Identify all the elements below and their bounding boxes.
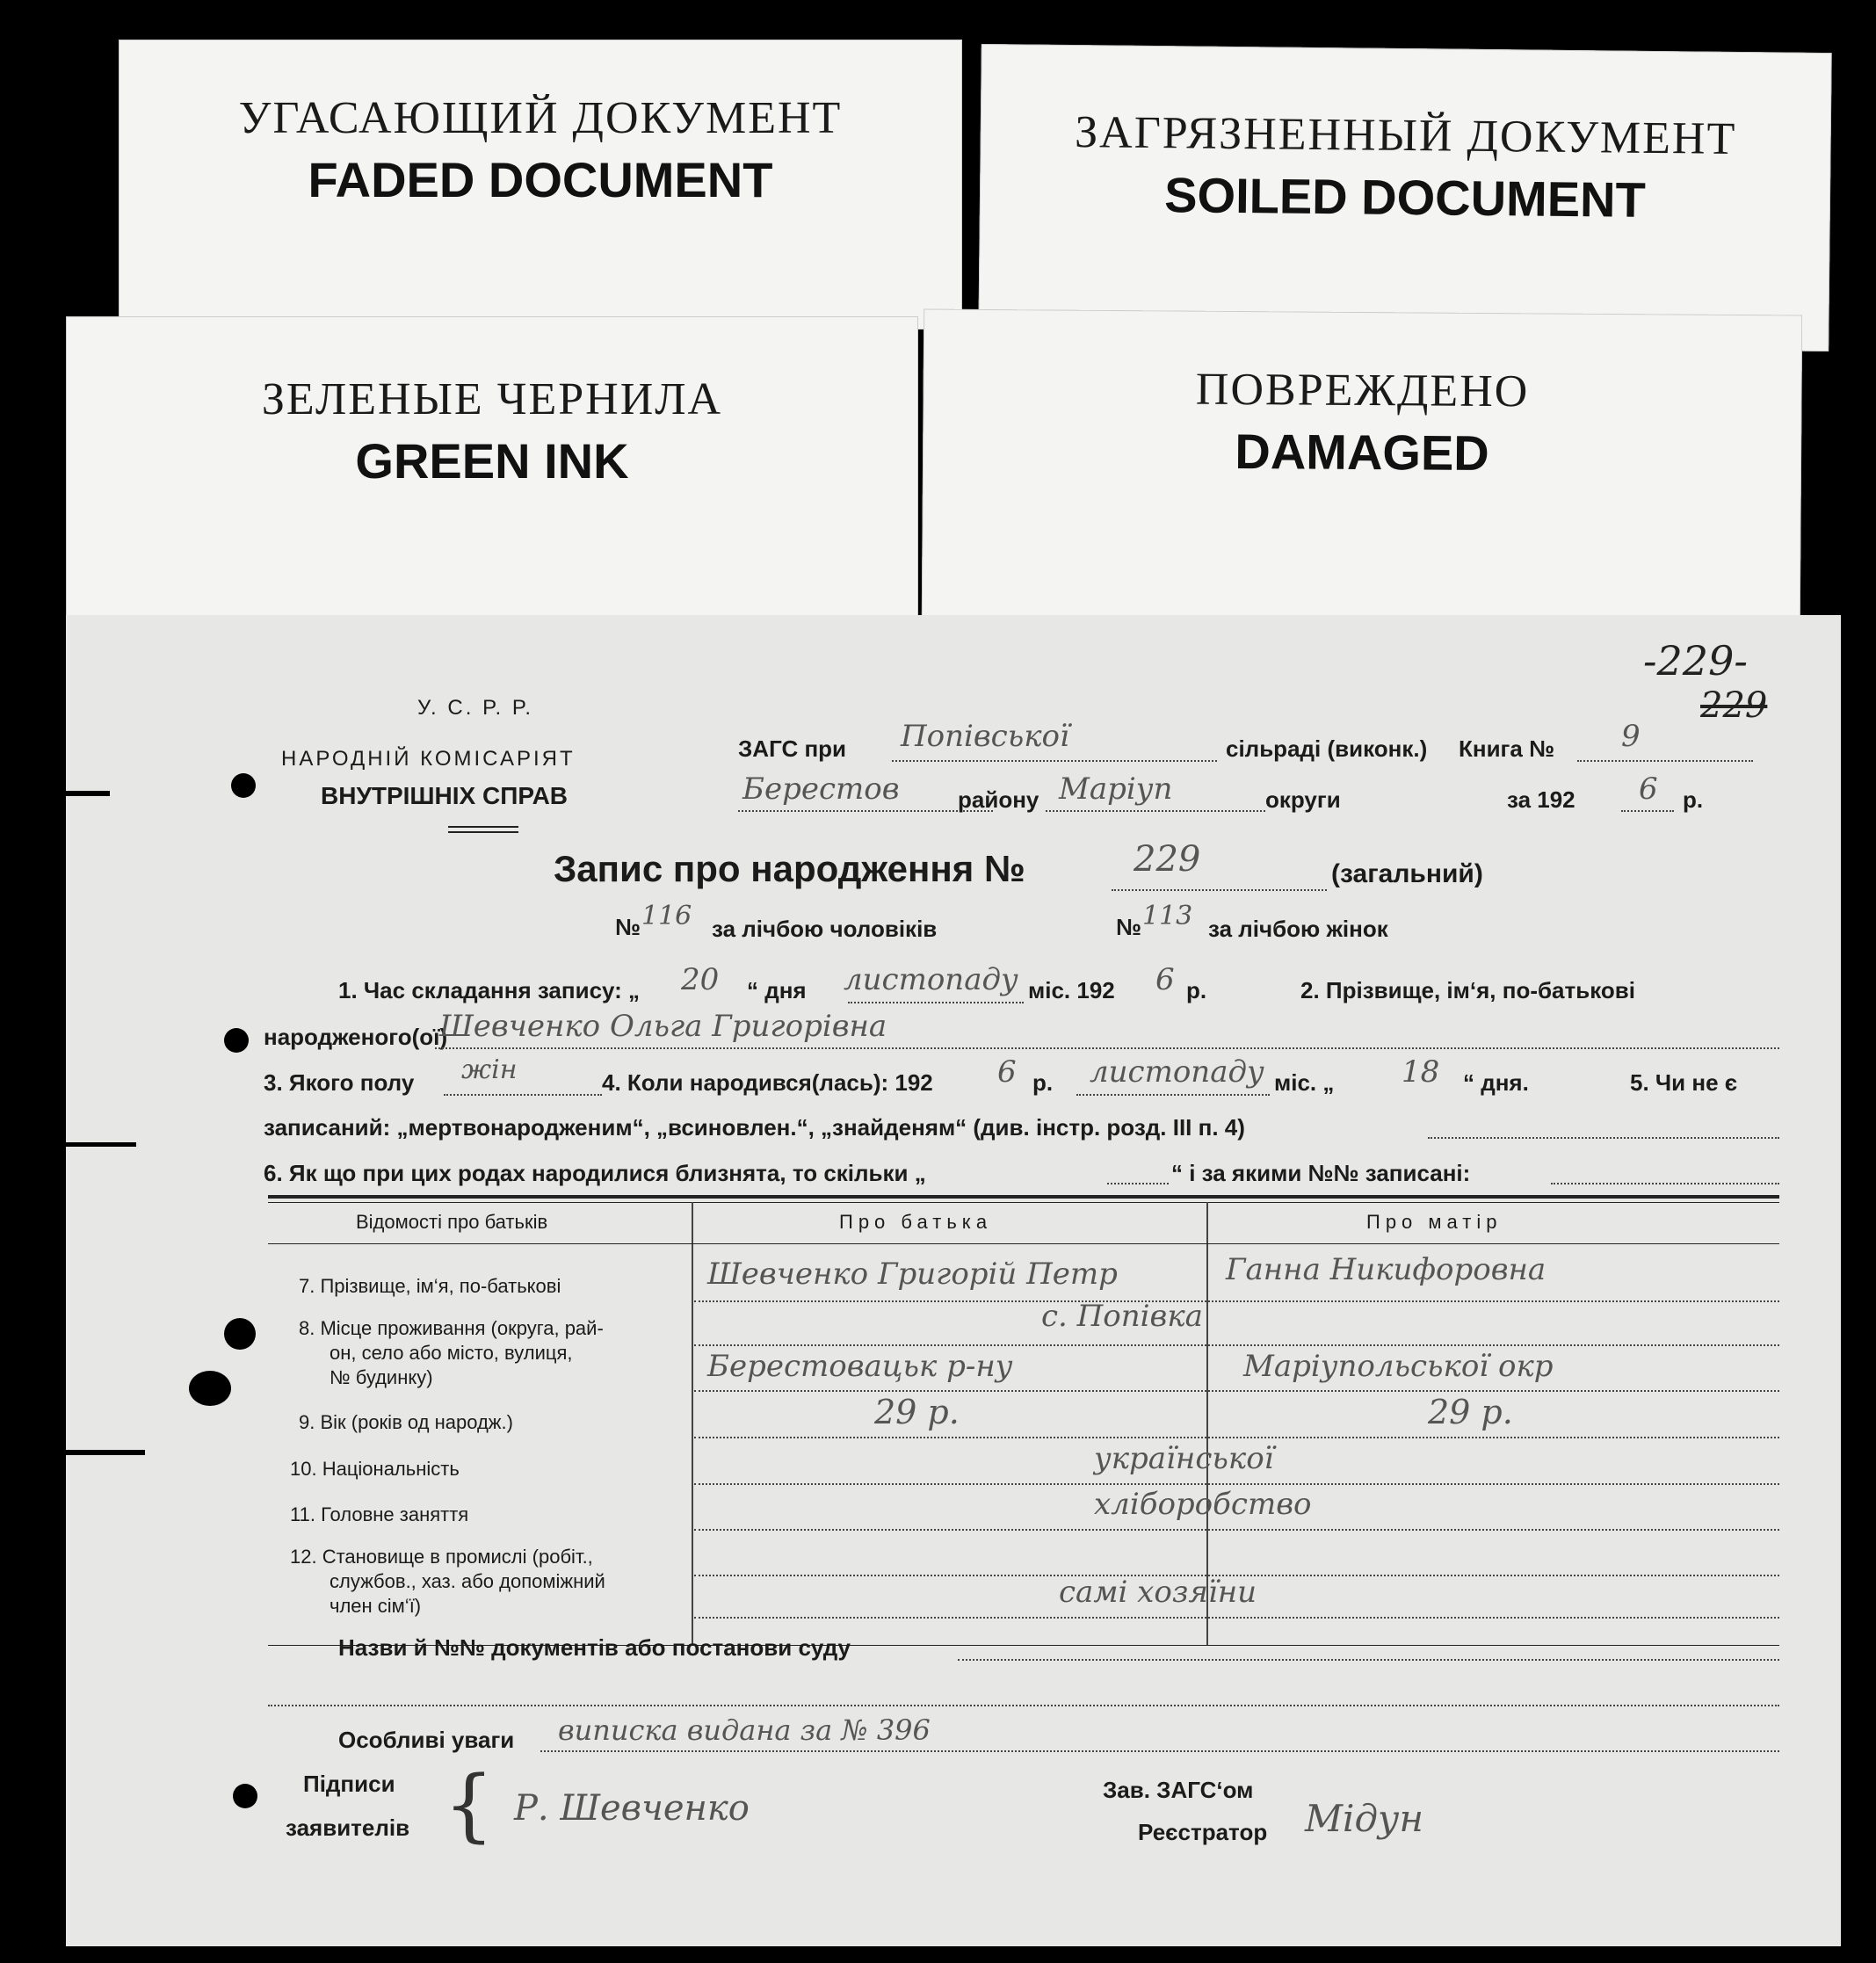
signatures-label: Підписи — [303, 1771, 395, 1797]
q5-label: 5. Чи не є — [1630, 1069, 1738, 1096]
occupation-value: хліборобство — [1094, 1487, 1312, 1522]
table-line — [694, 1617, 1779, 1619]
page-number-old: 229 — [1700, 685, 1768, 726]
table-line — [694, 1529, 1779, 1531]
card-title-en: FADED DOCUMENT — [308, 152, 773, 207]
zags-label: ЗАГС при — [738, 735, 847, 762]
damaged-card — [922, 309, 1802, 623]
year-value: 6 — [1639, 771, 1658, 807]
row-label-name: 7. Прізвище, ім‘я, по-батькові — [299, 1275, 561, 1297]
q1-day-suffix: “ дня — [747, 977, 807, 1003]
age-mother: 29 р. — [1428, 1393, 1513, 1431]
q6-answer-line — [1551, 1183, 1779, 1184]
female-number: 113 — [1142, 901, 1193, 931]
zags-line — [892, 760, 1217, 762]
q5-line: записаний: „мертвонародженим“, „всиновлен.“, „знайденям“ (див. інстр. розд. III п. 4) — [264, 1114, 1245, 1141]
green-ink-card — [66, 316, 918, 624]
status-value: самі хозяїни — [1059, 1575, 1257, 1610]
row-label-age: 9. Вік (років од народж.) — [299, 1411, 513, 1433]
year-label: за 192 — [1507, 786, 1575, 813]
row-label-residence: 8. Місце проживання (округа, рай- — [299, 1317, 604, 1339]
soiled-document-card — [978, 44, 1832, 351]
okrug-label: округи — [1265, 786, 1341, 813]
row-label-residence-3: № будинку) — [330, 1366, 433, 1388]
general-label: (загальний) — [1331, 859, 1483, 888]
zags-value: Попівської — [901, 719, 1069, 754]
notes-line — [540, 1750, 1779, 1752]
documents-line — [958, 1659, 1779, 1661]
female-count-label: за лічбою жінок — [1208, 916, 1388, 942]
okrug-line — [1046, 810, 1265, 812]
table-top-rule — [268, 1202, 1779, 1203]
table-line — [694, 1437, 1779, 1438]
q1-year-suffix: р. — [1186, 977, 1207, 1003]
card-title-en: SOILED DOCUMENT — [1163, 167, 1647, 228]
damage-hole — [189, 1371, 231, 1406]
page-number: -229- — [1643, 637, 1748, 685]
card-title-en: GREEN INK — [355, 433, 629, 489]
nationality-value: української — [1094, 1441, 1274, 1476]
book-value: 9 — [1621, 719, 1641, 754]
internal-affairs-heading: ВНУТРІШНІХ СПРАВ — [321, 782, 569, 809]
mother-name: Ганна Никифоровна — [1226, 1252, 1546, 1287]
row-label-nationality: 10. Національність — [290, 1458, 460, 1480]
q6-label: 6. Як що при цих родах народилися близнята, то скільки „ — [264, 1160, 926, 1186]
q5-answer-line — [1428, 1137, 1779, 1139]
year-line — [1621, 810, 1674, 812]
table-line — [694, 1344, 1779, 1346]
q1-month-suffix: міс. 192 — [1028, 977, 1115, 1003]
row-label-occupation: 11. Головне заняття — [290, 1503, 469, 1525]
registrar-label: Реєстратор — [1138, 1819, 1268, 1845]
table-line — [694, 1483, 1779, 1485]
card-title-ru: ЗЕЛЕНЫЕ ЧЕРНИЛА — [261, 374, 723, 424]
row-label-residence-2: он, село або місто, вулиця, — [330, 1342, 573, 1364]
male-number: 116 — [641, 901, 692, 931]
punch-hole — [224, 1318, 256, 1350]
residence-village: с. Попівка — [1041, 1299, 1203, 1334]
q4-year: 6 — [997, 1054, 1017, 1090]
q3-label: 3. Якого полу — [264, 1069, 415, 1096]
notes-value: виписка видана за № 396 — [558, 1713, 931, 1747]
ussr-heading: У. С. Р. Р. — [417, 696, 534, 720]
q1-year: 6 — [1155, 962, 1175, 997]
q1-day: 20 — [681, 962, 720, 997]
head-label: Зав. ЗАГС‘ом — [1103, 1777, 1254, 1803]
table-column-divider — [692, 1202, 693, 1646]
female-number-label: № — [1116, 914, 1141, 940]
card-title-ru: ПОВРЕЖДЕНО — [1195, 364, 1530, 417]
table-top-rule — [268, 1195, 1779, 1199]
district-line — [738, 810, 993, 812]
q1-month: листопаду — [844, 962, 1018, 997]
commissariat-heading: НАРОДНІЙ КОМІСАРІЯТ — [281, 747, 576, 771]
q2-line-label: народженого(ої) — [264, 1024, 448, 1050]
signatures-label-2: заявителів — [286, 1815, 410, 1841]
notes-label: Особливі уваги — [338, 1727, 515, 1753]
residence-father: Берестовацьк р-ну — [707, 1349, 1013, 1384]
table-line — [694, 1390, 1779, 1392]
district-label: району — [958, 786, 1039, 813]
q4-month: листопаду — [1090, 1054, 1264, 1090]
card-title-ru: ЗАГРЯЗНЕННЫЙ ДОКУМЕНТ — [1074, 107, 1737, 164]
punch-hole — [231, 773, 256, 798]
faded-document-card — [119, 40, 962, 330]
record-number-line — [1112, 889, 1327, 891]
edge-tear — [66, 1142, 136, 1147]
table-line — [694, 1300, 1779, 1302]
row-label-status-3: член сім‘ї) — [330, 1595, 422, 1617]
applicant-signature: Р. Шевченко — [514, 1788, 750, 1829]
divider — [448, 826, 518, 828]
q4-day: 18 — [1402, 1054, 1440, 1090]
q3-value: жін — [461, 1054, 518, 1085]
q4-day-suffix: “ дня. — [1463, 1069, 1529, 1096]
q2-value: Шевченко Ольга Григорівна — [439, 1009, 887, 1044]
birth-record-form — [66, 615, 1841, 1946]
row-label-status: 12. Становище в промислі (робіт., — [290, 1546, 593, 1568]
year-suffix: р. — [1683, 786, 1704, 813]
q4-month-line — [1076, 1094, 1270, 1096]
q4-year-suffix: р. — [1032, 1069, 1054, 1096]
residence-mother: Маріупольської окр — [1243, 1349, 1554, 1384]
card-title-en: DAMAGED — [1235, 423, 1489, 482]
table-header-mother: Про матір — [1366, 1211, 1503, 1233]
row-label-status-2: службов., хаз. або допоміжний — [330, 1570, 605, 1592]
signature-brace: { — [444, 1759, 495, 1851]
q1-month-line — [848, 1002, 1024, 1003]
punch-hole — [224, 1028, 249, 1053]
registrar-signature: Мідун — [1305, 1797, 1424, 1840]
q4-month-suffix: міс. „ — [1274, 1069, 1335, 1096]
male-number-label: № — [615, 914, 641, 940]
q6-suffix: “ і за якими №№ записані: — [1171, 1160, 1471, 1186]
age-father: 29 р. — [874, 1393, 960, 1431]
q6-count-line — [1107, 1183, 1169, 1184]
table-header-father: Про батька — [839, 1211, 993, 1233]
documents-line-2 — [268, 1705, 1779, 1706]
record-title: Запис про народження № — [554, 848, 1025, 889]
q4-label: 4. Коли народився(лась): 192 — [602, 1069, 933, 1096]
male-count-label: за лічбою чоловіків — [712, 916, 938, 942]
edge-tear — [66, 1450, 145, 1455]
father-name: Шевченко Григорій Петр — [707, 1257, 1118, 1292]
q2-label: 2. Прізвище, ім‘я, по-батькові — [1300, 977, 1635, 1003]
punch-hole — [233, 1784, 257, 1808]
q3-line — [444, 1094, 602, 1096]
book-line — [1577, 760, 1753, 762]
divider — [448, 831, 518, 833]
edge-tear — [66, 791, 110, 796]
documents-label: Назви й №№ документів або постанови суду — [338, 1634, 851, 1661]
record-number: 229 — [1134, 839, 1201, 880]
table-header-rule — [268, 1243, 1779, 1244]
district-value: Берестов — [742, 771, 900, 807]
council-label: сільраді (виконк.) — [1226, 735, 1428, 762]
q1-label: 1. Час складання запису: „ — [338, 977, 641, 1003]
card-title-ru: УГАСАЮЩИЙ ДОКУМЕНТ — [238, 93, 843, 143]
okrug-value: Маріуп — [1059, 771, 1173, 807]
table-header-parents: Відомості про батьків — [356, 1211, 548, 1233]
book-label: Книга № — [1459, 735, 1555, 762]
q2-line — [435, 1047, 1779, 1049]
